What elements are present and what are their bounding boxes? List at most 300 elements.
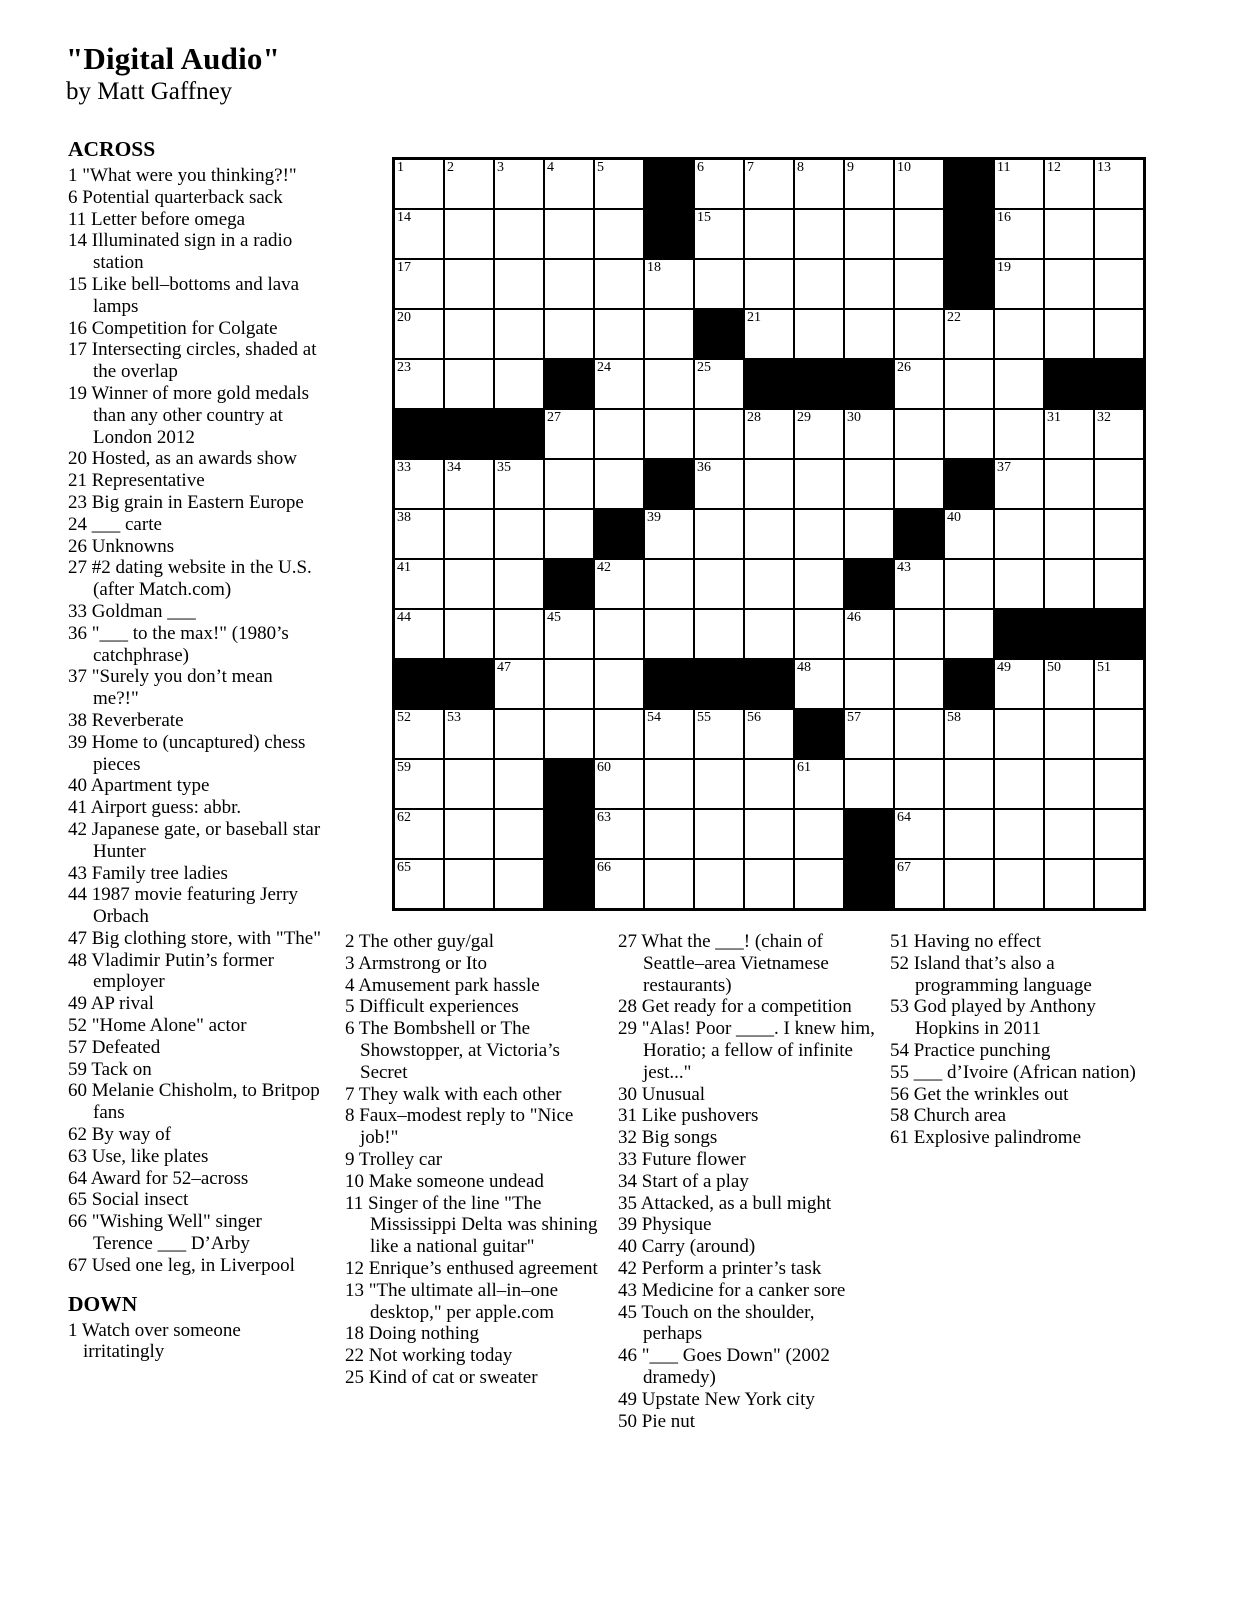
grid-cell-r11c15[interactable] [1094,659,1144,709]
grid-cell-r9c1[interactable] [394,559,444,609]
clue-number: 43 [618,1279,637,1301]
grid-cell-r2c2[interactable] [444,209,494,259]
grid-cell-r3c15[interactable] [1094,259,1144,309]
grid-cell-r6c7[interactable] [694,409,744,459]
grid-cell-r3c5[interactable] [594,259,644,309]
clue-number: 26 [68,535,87,557]
grid-cell-r10c4[interactable] [544,609,594,659]
grid-cell-r12c14[interactable] [1044,709,1094,759]
grid-cell-r10c2[interactable] [444,609,494,659]
across-clue-43: 43 Family tree ladies [68,862,228,884]
grid-cell-r1c7[interactable] [694,159,744,209]
grid-cell-r4c1[interactable] [394,309,444,359]
clue-number: 40 [618,1236,637,1258]
grid-cell-r14c9[interactable] [794,809,844,859]
grid-cell-r9c5[interactable] [594,559,644,609]
grid-cell-r10c1[interactable] [394,609,444,659]
grid-cell-r15c13[interactable] [994,859,1044,909]
cell-number: 52 [397,710,411,725]
clue-column-3 [618,931,876,1432]
grid-cell-r6c12[interactable] [944,409,994,459]
clue-number: 1 [68,1319,78,1341]
grid-cell-r7c8[interactable] [744,459,794,509]
grid-cell-r1c11[interactable] [894,159,944,209]
clue-number: 38 [68,709,87,731]
clue-number: 9 [345,1148,355,1170]
grid-cell-r10c8[interactable] [744,609,794,659]
across-clue-11: 11 Letter before omega [68,208,246,230]
down-clue-28: 28 Get ready for a competition [618,996,852,1018]
grid-cell-r15c6[interactable] [644,859,694,909]
grid-cell-r4c9[interactable] [794,309,844,359]
grid-cell-r14c12[interactable] [944,809,994,859]
grid-cell-r13c14[interactable] [1044,759,1094,809]
grid-cell-r12c4[interactable] [544,709,594,759]
black-cell [444,409,494,459]
grid-cell-r2c7[interactable] [694,209,744,259]
grid-cell-r7c4[interactable] [544,459,594,509]
grid-cell-r4c5[interactable] [594,309,644,359]
grid-cell-r1c4[interactable] [544,159,594,209]
cell-number: 18 [647,260,661,275]
grid-cell-r14c15[interactable] [1094,809,1144,859]
grid-cell-r10c5[interactable] [594,609,644,659]
black-cell [794,359,844,409]
cell-number: 21 [747,310,761,325]
grid-cell-r3c14[interactable] [1044,259,1094,309]
cell-number: 56 [747,710,761,725]
grid-cell-r14c14[interactable] [1044,809,1094,859]
grid-cell-r13c13[interactable] [994,759,1044,809]
grid-cell-r2c3[interactable] [494,209,544,259]
across-clue-20: 20 Hosted, as an awards show [68,448,298,470]
grid-cell-r10c7[interactable] [694,609,744,659]
grid-cell-r3c4[interactable] [544,259,594,309]
down-clue-54: 54 Practice punching [890,1039,1051,1061]
grid-cell-r10c6[interactable] [644,609,694,659]
clue-number: 10 [345,1170,364,1192]
grid-cell-r4c11[interactable] [894,309,944,359]
grid-cell-r1c8[interactable] [744,159,794,209]
grid-cell-r12c11[interactable] [894,709,944,759]
grid-cell-r6c5[interactable] [594,409,644,459]
cell-number: 23 [397,360,411,375]
grid-cell-r6c10[interactable] [844,409,894,459]
black-cell [444,659,494,709]
cell-number: 46 [847,610,861,625]
grid-cell-r11c3[interactable] [494,659,544,709]
down-clue-8: 8 Faux–modest reply to "Nice job!" [345,1105,574,1149]
grid-cell-r4c13[interactable] [994,309,1044,359]
grid-cell-r7c7[interactable] [694,459,744,509]
black-cell [1044,609,1094,659]
cell-number: 54 [647,710,661,725]
grid-cell-r9c15[interactable] [1094,559,1144,609]
clue-number: 36 [68,622,87,644]
grid-cell-r3c3[interactable] [494,259,544,309]
grid-cell-r12c3[interactable] [494,709,544,759]
byline: by Matt Gaffney [66,78,233,105]
across-clue-21: 21 Representative [68,470,205,492]
cell-number: 44 [397,610,411,625]
across-clue-23: 23 Big grain in Eastern Europe [68,491,304,513]
down-clue-27: 27 What the ___! (chain of Seattle–area Vietnamese restaurants) [618,931,829,996]
grid-cell-r4c12[interactable] [944,309,994,359]
grid-cell-r12c2[interactable] [444,709,494,759]
black-cell [744,659,794,709]
grid-cell-r2c10[interactable] [844,209,894,259]
cell-number: 55 [697,710,711,725]
grid-cell-r8c10[interactable] [844,509,894,559]
across-clue-27: 27 #2 dating website in the U.S. (after Match.com) [68,557,312,601]
down-clue-34: 34 Start of a play [618,1170,749,1192]
grid-cell-r14c8[interactable] [744,809,794,859]
grid-cell-r12c13[interactable] [994,709,1044,759]
grid-cell-r7c3[interactable] [494,459,544,509]
down-clue-35: 35 Attacked, as a bull might [618,1192,832,1214]
grid-cell-r9c3[interactable] [494,559,544,609]
grid-cell-r10c10[interactable] [844,609,894,659]
grid-cell-r14c11[interactable] [894,809,944,859]
clue-number: 56 [890,1083,909,1105]
grid-cell-r13c7[interactable] [694,759,744,809]
grid-cell-r9c13[interactable] [994,559,1044,609]
clue-number: 18 [345,1323,364,1345]
grid-cell-r15c12[interactable] [944,859,994,909]
grid-cell-r9c8[interactable] [744,559,794,609]
black-cell [1094,359,1144,409]
black-cell [394,409,444,459]
clue-number: 39 [618,1214,637,1236]
cell-number: 7 [747,160,754,175]
grid-cell-r8c8[interactable] [744,509,794,559]
grid-cell-r2c1[interactable] [394,209,444,259]
down-clue-56: 56 Get the wrinkles out [890,1083,1069,1105]
grid-cell-r8c6[interactable] [644,509,694,559]
grid-cell-r12c1[interactable] [394,709,444,759]
black-cell [644,209,694,259]
across-clue-65: 65 Social insect [68,1189,189,1211]
grid-cell-r4c2[interactable] [444,309,494,359]
grid-cell-r3c13[interactable] [994,259,1044,309]
grid-cell-r14c3[interactable] [494,809,544,859]
grid-cell-r7c9[interactable] [794,459,844,509]
down-clue-2: 2 The other guy/gal [345,931,494,952]
cell-number: 3 [497,160,504,175]
grid-cell-r10c9[interactable] [794,609,844,659]
grid-cell-r6c15[interactable] [1094,409,1144,459]
grid-cell-r12c5[interactable] [594,709,644,759]
grid-cell-r13c15[interactable] [1094,759,1144,809]
grid-cell-r11c4[interactable] [544,659,594,709]
grid-cell-r15c1[interactable] [394,859,444,909]
down-clue-61: 61 Explosive palindrome [890,1127,1082,1149]
down-clue-49: 49 Upstate New York city [618,1388,815,1410]
grid-cell-r11c13[interactable] [994,659,1044,709]
grid-cell-r1c2[interactable] [444,159,494,209]
cell-number: 48 [797,660,811,675]
across-clue-47: 47 Big clothing store, with "The" [68,927,321,949]
grid-cell-r9c12[interactable] [944,559,994,609]
grid-cell-r5c7[interactable] [694,359,744,409]
clue-number: 6 [345,1018,355,1040]
grid-cell-r9c7[interactable] [694,559,744,609]
grid-cell-r1c3[interactable] [494,159,544,209]
grid-cell-r5c12[interactable] [944,359,994,409]
grid-cell-r14c2[interactable] [444,809,494,859]
grid-cell-r6c6[interactable] [644,409,694,459]
grid-cell-r1c14[interactable] [1044,159,1094,209]
grid-cell-r2c14[interactable] [1044,209,1094,259]
clue-number: 8 [345,1105,355,1127]
across-clue-16: 16 Competition for Colgate [68,317,278,339]
black-cell [544,359,594,409]
grid-cell-r3c10[interactable] [844,259,894,309]
grid-cell-r13c6[interactable] [644,759,694,809]
grid-cell-r3c2[interactable] [444,259,494,309]
cell-number: 2 [447,160,454,175]
grid-cell-r7c10[interactable] [844,459,894,509]
grid-cell-r6c4[interactable] [544,409,594,459]
down-clue-18: 18 Doing nothing [345,1323,480,1345]
grid-cell-r13c1[interactable] [394,759,444,809]
grid-cell-r1c10[interactable] [844,159,894,209]
grid-cell-r3c7[interactable] [694,259,744,309]
grid-cell-r2c13[interactable] [994,209,1044,259]
cell-number: 41 [397,560,411,575]
clue-number: 39 [68,731,87,753]
grid-cell-r8c15[interactable] [1094,509,1144,559]
grid-cell-r12c15[interactable] [1094,709,1144,759]
grid-cell-r1c13[interactable] [994,159,1044,209]
grid-cell-r9c6[interactable] [644,559,694,609]
cell-number: 42 [597,560,611,575]
grid-cell-r15c5[interactable] [594,859,644,909]
grid-cell-r14c1[interactable] [394,809,444,859]
grid-cell-r8c1[interactable] [394,509,444,559]
black-cell [844,359,894,409]
grid-cell-r14c5[interactable] [594,809,644,859]
grid-cell-r11c10[interactable] [844,659,894,709]
grid-cell-r4c10[interactable] [844,309,894,359]
down-clue-1: 1 Watch over someone irritatingly [68,1319,241,1363]
grid-cell-r9c14[interactable] [1044,559,1094,609]
grid-cell-r9c11[interactable] [894,559,944,609]
grid-cell-r9c2[interactable] [444,559,494,609]
grid-cell-r12c12[interactable] [944,709,994,759]
clue-number: 33 [68,600,87,622]
across-clue-59: 59 Tack on [68,1058,152,1080]
down-header: DOWN [68,1291,138,1316]
grid-cell-r8c4[interactable] [544,509,594,559]
grid-cell-r2c4[interactable] [544,209,594,259]
across-clue-37: 37 "Surely you don’t mean me?!" [68,666,273,710]
black-cell [994,609,1044,659]
grid-cell-r15c3[interactable] [494,859,544,909]
grid-cell-r12c10[interactable] [844,709,894,759]
grid-cell-r8c3[interactable] [494,509,544,559]
cell-number: 40 [947,510,961,525]
grid-cell-r5c5[interactable] [594,359,644,409]
grid-cell-r4c14[interactable] [1044,309,1094,359]
down-clue-33: 33 Future flower [618,1148,746,1170]
grid-cell-r5c13[interactable] [994,359,1044,409]
grid-cell-r2c5[interactable] [594,209,644,259]
grid-cell-r13c9[interactable] [794,759,844,809]
cell-number: 26 [897,360,911,375]
grid-cell-r7c11[interactable] [894,459,944,509]
grid-cell-r14c7[interactable] [694,809,744,859]
clue-number: 15 [68,273,87,295]
grid-cell-r8c13[interactable] [994,509,1044,559]
crossword-grid [392,157,1146,911]
grid-cell-r7c2[interactable] [444,459,494,509]
grid-cell-r15c11[interactable] [894,859,944,909]
grid-cell-r10c3[interactable] [494,609,544,659]
grid-cell-r6c9[interactable] [794,409,844,459]
grid-cell-r13c11[interactable] [894,759,944,809]
grid-cell-r15c2[interactable] [444,859,494,909]
grid-cell-r8c7[interactable] [694,509,744,559]
grid-cell-r6c8[interactable] [744,409,794,459]
grid-cell-r5c11[interactable] [894,359,944,409]
down-clue-25: 25 Kind of cat or sweater [345,1366,538,1388]
grid-cell-r3c11[interactable] [894,259,944,309]
clue-number: 24 [68,513,87,535]
grid-cell-r13c5[interactable] [594,759,644,809]
black-cell [544,559,594,609]
grid-cell-r3c6[interactable] [644,259,694,309]
clue-number: 62 [68,1124,87,1146]
clue-number: 29 [618,1018,637,1040]
grid-cell-r9c9[interactable] [794,559,844,609]
clue-number: 3 [345,952,355,974]
grid-cell-r4c6[interactable] [644,309,694,359]
grid-cell-r8c2[interactable] [444,509,494,559]
grid-cell-r11c5[interactable] [594,659,644,709]
clue-number: 40 [68,775,87,797]
cell-number: 5 [597,160,604,175]
across-clue-1: 1 "What were you thinking?!" [68,165,297,186]
grid-cell-r10c12[interactable] [944,609,994,659]
grid-cell-r13c2[interactable] [444,759,494,809]
grid-cell-r11c9[interactable] [794,659,844,709]
grid-cell-r6c13[interactable] [994,409,1044,459]
grid-cell-r8c9[interactable] [794,509,844,559]
grid-cell-r6c11[interactable] [894,409,944,459]
black-cell [744,359,794,409]
grid-cell-r7c15[interactable] [1094,459,1144,509]
clue-number: 61 [890,1127,909,1149]
across-clue-24: 24 ___ carte [68,513,162,535]
cell-number: 64 [897,810,911,825]
across-clue-48: 48 Vladimir Putin’s former employer [68,949,274,993]
grid-cell-r2c9[interactable] [794,209,844,259]
grid-cell-r11c11[interactable] [894,659,944,709]
clue-number: 35 [618,1192,637,1214]
grid-cell-r5c2[interactable] [444,359,494,409]
grid-cell-r13c8[interactable] [744,759,794,809]
grid-cell-r10c11[interactable] [894,609,944,659]
grid-cell-r4c15[interactable] [1094,309,1144,359]
grid-cell-r5c6[interactable] [644,359,694,409]
grid-cell-r14c6[interactable] [644,809,694,859]
grid-cell-r1c15[interactable] [1094,159,1144,209]
clue-number: 6 [68,186,78,208]
black-cell [544,809,594,859]
cell-number: 6 [697,160,704,175]
grid-cell-r6c14[interactable] [1044,409,1094,459]
grid-cell-r13c10[interactable] [844,759,894,809]
grid-cell-r11c14[interactable] [1044,659,1094,709]
grid-cell-r1c1[interactable] [394,159,444,209]
grid-cell-r2c8[interactable] [744,209,794,259]
clue-number: 46 [618,1345,637,1367]
grid-cell-r15c15[interactable] [1094,859,1144,909]
grid-cell-r5c1[interactable] [394,359,444,409]
grid-cell-r1c5[interactable] [594,159,644,209]
grid-cell-r3c1[interactable] [394,259,444,309]
grid-cell-r15c14[interactable] [1044,859,1094,909]
grid-cell-r2c11[interactable] [894,209,944,259]
grid-cell-r7c14[interactable] [1044,459,1094,509]
grid-cell-r3c8[interactable] [744,259,794,309]
grid-cell-r8c14[interactable] [1044,509,1094,559]
grid-cell-r4c4[interactable] [544,309,594,359]
grid-cell-r3c9[interactable] [794,259,844,309]
cell-number: 4 [547,160,554,175]
black-cell [644,459,694,509]
clue-number: 11 [68,208,87,230]
grid-cell-r12c6[interactable] [644,709,694,759]
grid-cell-r7c1[interactable] [394,459,444,509]
clue-number: 28 [618,996,637,1018]
down-clue-3: 3 Armstrong or Ito [345,952,487,974]
grid-cell-r13c3[interactable] [494,759,544,809]
cell-number: 33 [397,460,411,475]
grid-cell-r5c3[interactable] [494,359,544,409]
grid-cell-r4c8[interactable] [744,309,794,359]
clue-number: 43 [68,862,87,884]
clue-number: 12 [345,1257,364,1279]
grid-cell-r7c13[interactable] [994,459,1044,509]
clue-column-2 [345,931,599,1389]
black-cell [894,509,944,559]
clue-number: 58 [890,1105,909,1127]
cell-number: 27 [547,410,561,425]
clue-number: 51 [890,931,909,952]
grid-cell-r13c12[interactable] [944,759,994,809]
grid-cell-r15c9[interactable] [794,859,844,909]
grid-cell-r4c3[interactable] [494,309,544,359]
clue-number: 59 [68,1058,87,1080]
grid-cell-r12c8[interactable] [744,709,794,759]
grid-cell-r15c8[interactable] [744,859,794,909]
grid-cell-r7c5[interactable] [594,459,644,509]
cell-number: 50 [1047,660,1061,675]
clue-number: 42 [618,1257,637,1279]
cell-number: 66 [597,860,611,875]
grid-cell-r12c7[interactable] [694,709,744,759]
grid-cell-r15c7[interactable] [694,859,744,909]
page-title: "Digital Audio" [66,41,280,76]
grid-cell-r1c9[interactable] [794,159,844,209]
grid-cell-r8c12[interactable] [944,509,994,559]
across-clue-52: 52 "Home Alone" actor [68,1015,247,1037]
across-clue-63: 63 Use, like plates [68,1145,209,1167]
grid-cell-r2c15[interactable] [1094,209,1144,259]
grid-cell-r14c13[interactable] [994,809,1044,859]
